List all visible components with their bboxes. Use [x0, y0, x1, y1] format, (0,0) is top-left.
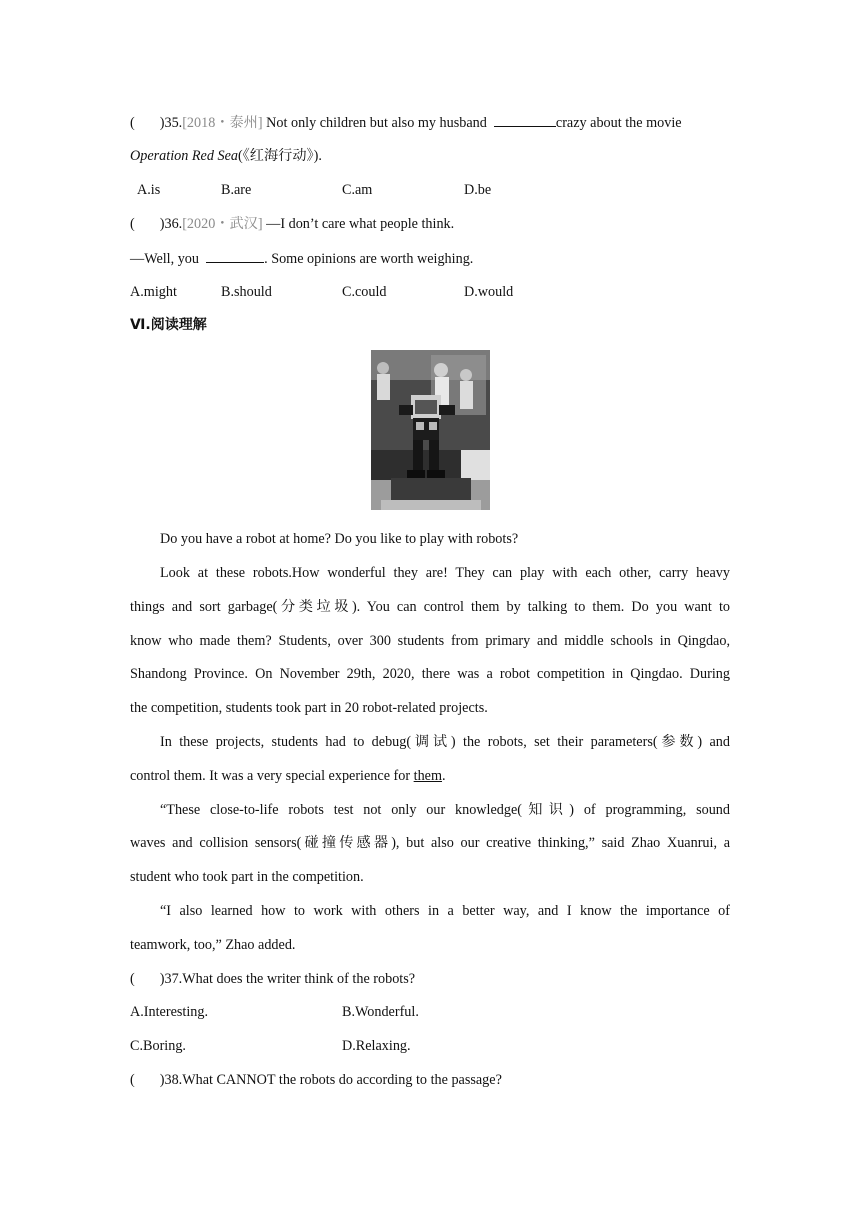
passage-paragraph-4-line-3: student who took part in the competition. — [130, 869, 364, 885]
answer-paren-close: ) — [159, 216, 165, 232]
question-stem: What CANNOT the robots do according to the passage? — [182, 1072, 502, 1088]
passage-paragraph-2-line-1: Look at these robots.How wonderful they are! They can play with each other, carry heavy — [160, 565, 730, 581]
section-heading: Ⅵ.阅读理解 — [130, 317, 207, 333]
fill-blank — [494, 112, 556, 127]
passage-text-end: . — [442, 768, 446, 784]
movie-title-chinese: (《红海行动》). — [237, 148, 322, 164]
question-source: [2020・武汉] — [182, 216, 263, 232]
question-37 — [130, 969, 730, 989]
question-36-line-1 — [130, 214, 730, 234]
option-c: C.could — [342, 284, 387, 300]
passage-paragraph-2-line-3: know who made them? Students, over 300 students from primary and middle schools in Qingdao, — [130, 633, 730, 649]
question-35-line-2 — [130, 146, 730, 166]
answer-paren-open: ( — [130, 971, 135, 987]
option-a: A.is — [137, 182, 161, 198]
option-d: D.be — [464, 182, 492, 198]
answer-paren-close: ) — [159, 1072, 165, 1088]
answer-paren-close: ) — [159, 971, 165, 987]
passage-paragraph-1: Do you have a robot at home? Do you like to play with robots? — [160, 531, 519, 547]
answer-paren-open: ( — [130, 1072, 135, 1088]
passage-paragraph-5-line-1: “I also learned how to work with others in a better way, and I know the importance of — [160, 903, 730, 919]
question-number: 35. — [164, 115, 183, 131]
option-d: D.would — [464, 284, 514, 300]
underlined-word: them — [413, 768, 443, 784]
question-number: 36. — [164, 216, 183, 232]
passage-paragraph-2-line-4: Shandong Province. On November 29th, 2020, there was a robot competition in Qingdao. During — [130, 666, 730, 682]
answer-paren-open: ( — [130, 216, 135, 232]
passage-paragraph-4-line-2: waves and collision sensors(碰撞传感器), but also our creative thinking,” said Zhao Xuanrui, a — [130, 835, 730, 851]
passage-paragraph-5-line-2: teamwork, too,” Zhao added. — [130, 937, 296, 953]
question-stem: What does the writer think of the robots? — [182, 971, 416, 987]
passage-text: control them. It was a very special experience for — [130, 768, 414, 784]
passage-paragraph-2-line-5: the competition, students took part in 20 robot-related projects. — [130, 700, 488, 716]
question-36-line-2 — [130, 248, 730, 269]
question-number: 38. — [164, 1072, 183, 1088]
option-a: A.Interesting. — [130, 1004, 209, 1020]
question-stem-cont: crazy about the movie — [555, 115, 682, 131]
dialogue-reply: —Well, you — [130, 251, 203, 267]
option-a: A.might — [130, 284, 177, 300]
question-stem: —I don’t care what people think. — [262, 216, 455, 232]
question-stem: Not only children but also my husband — [262, 115, 491, 131]
passage-paragraph-3-line-2 — [130, 766, 730, 786]
robot-photo — [371, 350, 490, 510]
answer-paren-open: ( — [130, 115, 135, 131]
robot-photo-graphic — [371, 350, 490, 510]
passage-paragraph-4-line-1: “These close-to-life robots test not only our knowledge(知识) of programming, sound — [160, 802, 730, 818]
question-35-line-1 — [130, 112, 730, 133]
option-c: C.Boring. — [130, 1038, 186, 1054]
option-b: B.should — [221, 284, 272, 300]
passage-paragraph-2-line-2: things and sort garbage(分类垃圾). You can control them by talking to them. Do you want to — [130, 599, 730, 615]
question-source: [2018・泰州] — [182, 115, 263, 131]
option-c: C.am — [342, 182, 373, 198]
question-38 — [130, 1070, 730, 1090]
answer-paren-close: ) — [159, 115, 165, 131]
option-d: D.Relaxing. — [342, 1038, 411, 1054]
option-b: B.Wonderful. — [342, 1004, 419, 1020]
fill-blank — [206, 248, 264, 263]
movie-title: Operation Red Sea — [130, 148, 238, 164]
dialogue-reply-cont: . Some opinions are worth weighing. — [264, 251, 474, 267]
passage-paragraph-3-line-1: In these projects, students had to debug(调试) the robots, set their parameters(参数) and — [160, 734, 730, 750]
option-b: B.are — [221, 182, 252, 198]
question-number: 37. — [164, 971, 183, 987]
